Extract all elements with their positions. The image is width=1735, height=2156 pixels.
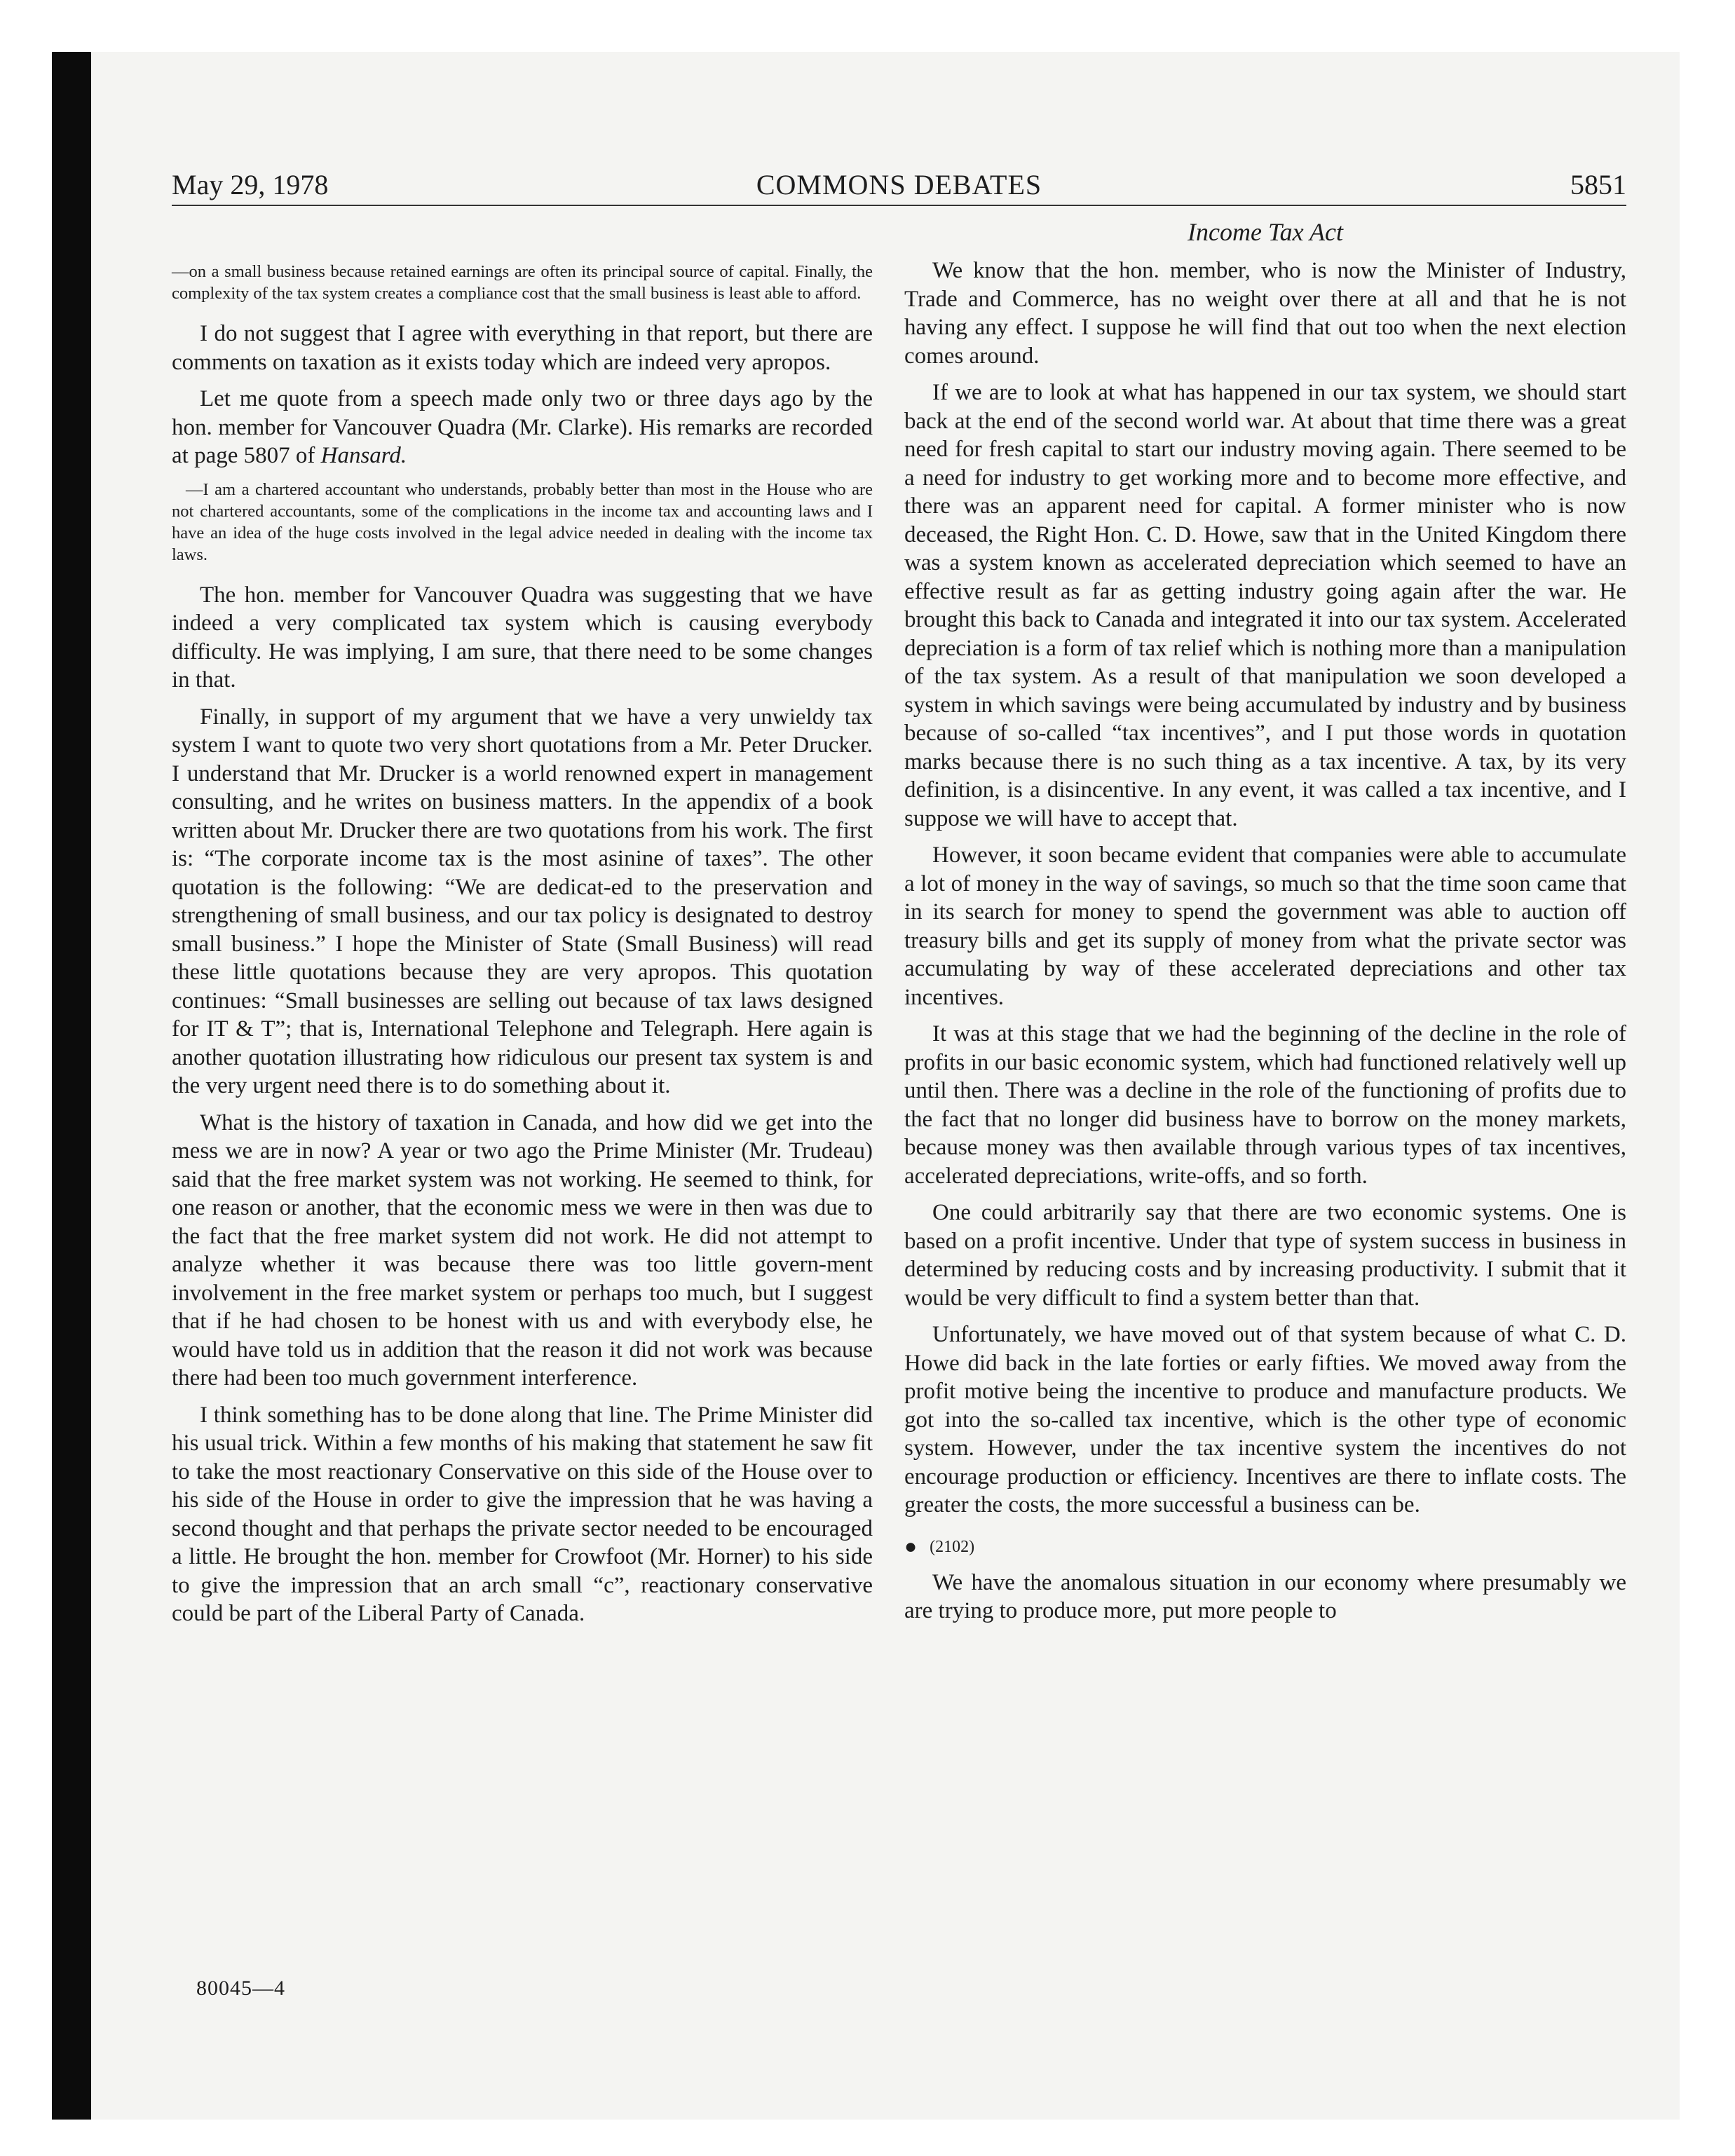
header-title: COMMONS DEBATES [756, 169, 1042, 200]
time-marker [904, 1535, 1626, 1559]
time-marker-text: (2102) [930, 1537, 975, 1556]
body-paragraph: One could arbitrarily say that there are two economic systems. One is based on a profit incentive. Under that type of system success in business in determined by reducing costs and by increasing productivity. I submit that it would be very difficult to find a system better than that. [904, 1200, 1626, 1311]
footer-code: 80045—4 [196, 1977, 285, 2000]
body-text: Let me quote from a speech made only two or three days ago by the hon. member for Vancouver Quadra (Mr. Clarke). His remarks are recorded at page 5807 of [172, 386, 873, 468]
header-date: May 29, 1978 [172, 169, 329, 200]
body-paragraph: If we are to look at what has happened in our tax system, we should start back at the end of the second world war. At about that time there was a great need for fresh capital to start our industry moving again. There seemed to be a need for industry to get working more and to become more effective, and there was an apparent need for capital. A former minister who is now deceased, the Right Hon. C. D. Howe, saw that in the United Kingdom there was a system known as accelerated depreciation which seemed to have an effective result as far as getting industry going again after the war. He brought this back to Canada and integrated it into our tax system. Accelerated depreciation is a form of tax relief which is nothing more than a manipulation of the tax system. As a result of that manipulation we soon developed a system in which savings were being accumulated by industry and by business because of so-called “tax incentives”, and I put those words in quotation marks because there is no such thing as a tax incentive. A tax, by its very definition, is a disincentive. In any event, it was called a tax incentive, and I suppose we will have to accept that. [904, 380, 1626, 831]
hansard-title: Hansard. [320, 443, 407, 468]
left-column [172, 217, 873, 1637]
page-header [172, 168, 1626, 206]
header-page-number: 5851 [1570, 169, 1626, 200]
right-column [904, 217, 1626, 1634]
body-paragraph: I think something has to be done along that line. The Prime Minister did his usual trick. Within a few months of his making that statement he saw fit to take the most reactionary Conservative on this side of the House over to his side of the House in order to give the impression that he was having a second thought and that perhaps the private sector needed to be encouraged a little. He brought the hon. member for Crowfoot (Mr. Horner) to his side to give the impression that an arch small “c”, reactionary conservative could be part of the Liberal Party of Canada. [172, 1402, 873, 1626]
body-paragraph: We have the anomalous situation in our economy where presumably we are trying to produce more, put more people to [904, 1569, 1626, 1623]
section-title: Income Tax Act [1188, 218, 1343, 246]
body-paragraph: However, it soon became evident that companies were able to accumulate a lot of money in the way of savings, so much so that the time soon came that in its search for money to spend the government was able to auction off treasury bills and get its supply of money from what the private sector was accumulating by way of these accelerated depreciations and other tax incentives. [904, 842, 1626, 1010]
quote-paragraph: —I am a chartered accountant who understands, probably better than most in the House who are not chartered accountants, some of the complications in the income tax and accounting laws and I have an idea of the huge costs involved in the legal advice needed in dealing with the income tax laws. [172, 479, 873, 564]
body-paragraph: We know that the hon. member, who is now the Minister of Industry, Trade and Commerce, has no weight over there at all and that he is not having any effect. I suppose he will find that out too when the next election comes around. [904, 258, 1626, 369]
body-paragraph: The hon. member for Vancouver Quadra was suggesting that we have indeed a very complicated tax system which is causing everybody difficulty. He was implying, I am sure, that there need to be some changes in that. [172, 582, 873, 692]
body-paragraph: What is the history of taxation in Canada, and how did we get into the mess we are in now? A year or two ago the Prime Minister (Mr. Trudeau) said that the free market system was not working. He seemed to think, for one reason or another, that the economic mess we were in then was due to the fact that the free market system did not work. He did not attempt to analyze whether it was because there was too little govern-ment involvement in the free market system or perhaps too much, but I suggest that if he had chosen to be honest with us and with everybody else, he would have told us in addition that the reason it did not work was because there had been too much government interference. [172, 1110, 873, 1391]
body-paragraph: I do not suggest that I agree with everything in that report, but there are comments on taxation as it exists today which are indeed very apropos. [172, 321, 873, 375]
body-paragraph [172, 385, 873, 470]
scan-edge [52, 52, 91, 2120]
body-paragraph: Finally, in support of my argument that we have a very unwieldy tax system I want to quote two very short quotations from a Mr. Peter Drucker. I understand that Mr. Drucker is a world renowned expert in management consulting, and he writes on business matters. In the appendix of a book written about Mr. Drucker there are two quotations from his work. The first is: “The corporate income tax is the most asinine of taxes”. The other quotation is the following: “We are dedicat-ed to the preservation and strengthening of small business, and our tax policy is designated to destroy small business.” I hope the Minister of State (Small Business) will read these little quotations because they are very apropos. This quotation continues: “Small businesses are selling out because of tax laws designed for IT & T”; that is, International Telephone and Telegraph. Here again is another quotation illustrating how ridiculous our present tax system is and the very urgent need there is to do something about it. [172, 704, 873, 1098]
body-paragraph: It was at this stage that we had the beginning of the decline in the role of profits in our basic economic system, which had functioned relatively well up until then. There was a decline in the role of the functioning of profits due to the fact that no longer did business have to borrow on the money markets, because money was then available through various types of tax incentives, accelerated depreciations, write-offs, and so forth. [904, 1021, 1626, 1189]
bullet-icon: ● [904, 1534, 918, 1558]
body-paragraph: Unfortunately, we have moved out of that system because of what C. D. Howe did back in the late forties or early fifties. We moved away from the profit motive being the incentive to produce and manufacture products. We got into the so-called tax incentive, which is the other type of economic system. However, under the tax incentive system the incentives do not encourage production or efficiency. Incentives are there to inflate costs. The greater the costs, the more successful a business can be. [904, 1322, 1626, 1517]
quote-paragraph: —on a small business because retained earnings are often its principal source of capital. Finally, the complexity of the tax system creates a compliance cost that the small business is least able to afford. [172, 262, 873, 303]
